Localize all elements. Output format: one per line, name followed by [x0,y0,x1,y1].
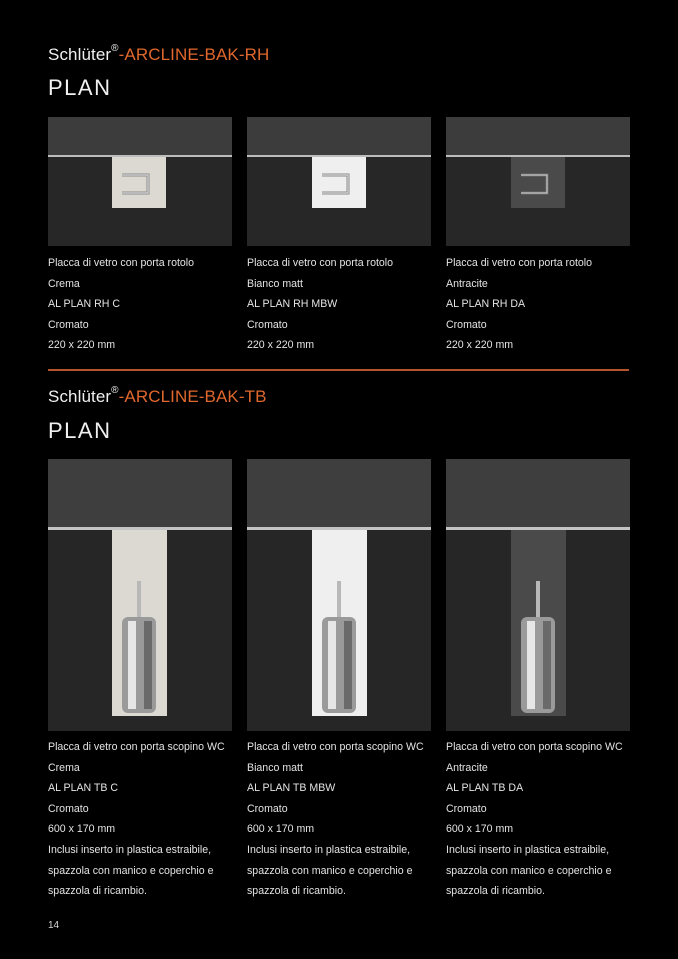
product-caption-tb-bianco [247,737,437,902]
section-divider [48,369,629,371]
caption-code: AL PLAN TB MBW [247,782,336,795]
caption-note: spazzola con manico e coperchio e [48,864,214,877]
glass-plate [511,157,565,208]
brand-name: Schlüter [48,387,112,406]
product-photo-tb-antracite [446,459,630,731]
caption-description: Placca di vetro con porta scopino WC [446,741,623,753]
caption-finish: Cromato [446,802,487,815]
caption-description: Placca di vetro con porta rotolo [247,257,394,269]
caption-note: spazzola di ricambio. [446,885,545,898]
caption-finish: Cromato [446,318,487,331]
caption-description: Placca di vetro con porta rotolo [446,257,593,269]
brand-name: Schlüter [48,45,112,64]
caption-finish: Cromato [48,318,89,331]
caption-size: 220 x 220 mm [48,339,116,352]
caption-note: Inclusi inserto in plastica estraibile, [48,843,212,856]
caption-description: Placca di vetro con porta scopino WC [48,741,225,753]
caption-size: 220 x 220 mm [247,339,315,352]
caption-note: spazzola di ricambio. [247,885,346,898]
product-line: -ARCLINE-BAK-TB [118,387,267,406]
section-2-subtitle: PLAN [48,418,112,443]
caption-color: Bianco matt [247,761,303,774]
glass-plate [312,157,366,208]
caption-note: Inclusi inserto in plastica estraibile, [247,843,411,856]
caption-code: AL PLAN RH DA [446,298,526,311]
product-photo-tb-crema [48,459,232,731]
registered-mark: ® [111,385,119,396]
caption-code: AL PLAN RH C [48,298,121,311]
product-caption-rh-crema [48,253,238,356]
caption-description: Placca di vetro con porta scopino WC [247,741,424,753]
section-1-title [48,45,269,65]
caption-finish: Cromato [247,802,288,815]
caption-code: AL PLAN RH MBW [247,298,338,311]
section-1-subtitle: PLAN [48,75,112,100]
glass-plate [112,157,166,208]
product-photo-rh-crema [48,117,232,246]
caption-code: AL PLAN TB DA [446,782,524,795]
product-photo-tb-bianco [247,459,431,731]
caption-description: Placca di vetro con porta rotolo [48,257,195,269]
caption-size: 600 x 170 mm [446,823,514,836]
product-line: -ARCLINE-BAK-RH [118,45,270,64]
section-2-title [48,387,267,407]
caption-note: spazzola con manico e coperchio e [446,864,612,877]
caption-finish: Cromato [247,318,288,331]
caption-code: AL PLAN TB C [48,782,119,795]
caption-note: Inclusi inserto in plastica estraibile, [446,843,610,856]
product-caption-rh-bianco [247,253,437,356]
caption-color: Bianco matt [247,277,303,290]
caption-size: 600 x 170 mm [247,823,315,836]
product-caption-rh-antracite [446,253,636,356]
caption-note: spazzola di ricambio. [48,885,147,898]
caption-note: spazzola con manico e coperchio e [247,864,413,877]
caption-color: Crema [48,277,80,290]
product-photo-rh-antracite [446,117,630,246]
caption-color: Crema [48,761,80,774]
caption-finish: Cromato [48,802,89,815]
caption-color: Antracite [446,761,488,774]
caption-color: Antracite [446,277,488,290]
caption-size: 220 x 220 mm [446,339,514,352]
product-photo-rh-bianco [247,117,431,246]
registered-mark: ® [111,43,119,54]
product-caption-tb-crema [48,737,238,902]
caption-size: 600 x 170 mm [48,823,116,836]
page-number: 14 [48,920,60,931]
product-caption-tb-antracite [446,737,636,902]
